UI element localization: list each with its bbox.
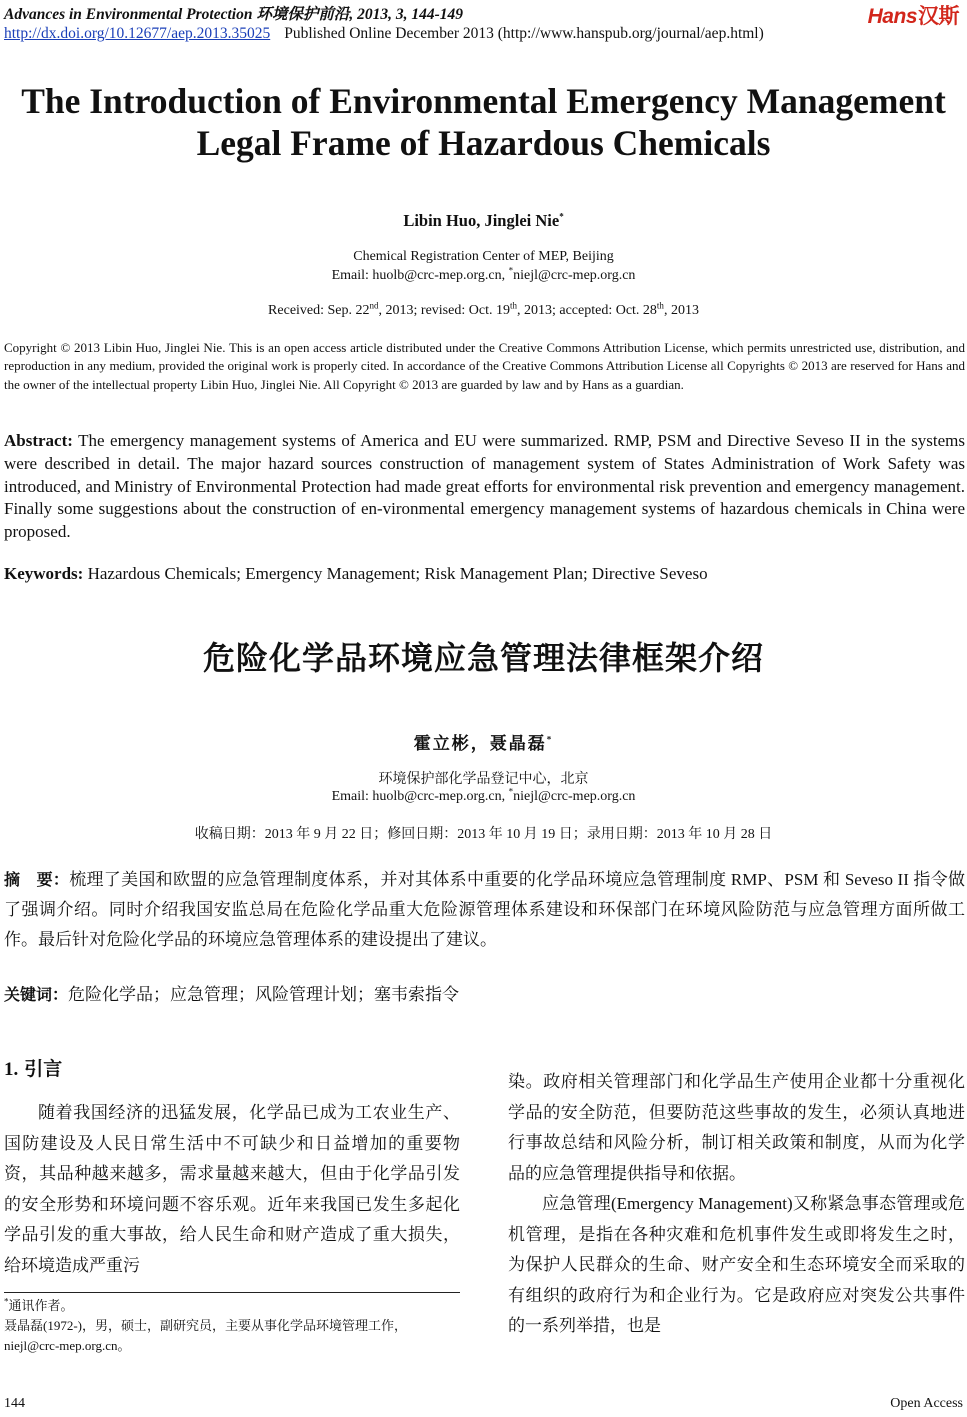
email-cn-prefix: Email: huolb@crc-mep.org.cn, <box>331 789 509 804</box>
email-cn-mark: * <box>508 786 514 797</box>
keywords-label: Keywords: <box>4 564 84 583</box>
email-prefix: Email: huolb@crc-mep.org.cn, <box>331 268 509 283</box>
footnote-mark: * <box>4 1296 9 1307</box>
email-en <box>0 265 967 284</box>
email-cn <box>0 786 967 805</box>
keywords-cn-label: 关键词： <box>4 985 69 1004</box>
revised-date: , 2013; revised: Oct. 19 <box>378 303 510 318</box>
dates-cn: 收稿日期：2013 年 9 月 22 日；修回日期：2013 年 10 月 19 日；录用日期：2013 年 10 月 28 日 <box>194 827 773 842</box>
keywords-cn <box>4 980 965 1005</box>
logo-text-cn: 汉斯 <box>918 5 959 28</box>
affiliation-en: Chemical Registration Center of MEP, Beijing <box>353 249 614 264</box>
revised-sup: th <box>509 300 517 311</box>
body-column-right <box>508 1067 965 1342</box>
page-number: 144 <box>4 1396 25 1411</box>
body-paragraph: 染。政府相关管理部门和化学品生产使用企业都十分重视化学品的安全防范，但要防范这些事故的发生，必须认真地进行事故总结和风险分析，制订相关政策和制度，从而为化学品的应急管理提供指导和依据。 <box>508 1072 965 1183</box>
received-sup: nd <box>369 300 379 311</box>
body-column-left <box>4 1098 460 1281</box>
accepted-sup: th <box>656 300 664 311</box>
keywords-cn-text: 危险化学品；应急管理；风险管理计划；塞韦索指令 <box>68 985 460 1004</box>
accepted-date: , 2013; accepted: Oct. 28 <box>516 303 657 318</box>
journal-header: Advances in Environmental Protection 环境保护前沿, 2013, 3, 144-149 <box>4 6 463 23</box>
section-heading-introduction <box>4 1054 62 1081</box>
abstract-cn-label: 摘 要： <box>4 870 70 889</box>
authors-cn <box>0 729 967 754</box>
footnote-corresponding: 通讯作者。 <box>8 1298 74 1313</box>
title-en-line-2: Legal Frame of Hazardous Chemicals <box>196 123 771 163</box>
authors-en <box>0 211 967 231</box>
email-mark: * <box>508 265 514 276</box>
corresponding-mark-cn: * <box>546 734 554 745</box>
open-access-label: Open Access <box>890 1396 963 1411</box>
published-online-text: Published Online December 2013 (http://www.hanspub.org/journal/aep.html) <box>284 25 764 42</box>
body-paragraph: 应急管理(Emergency Management)又称紧急事态管理或危机管理，是指在各种灾难和危机事件发生或即将发生之时，为保护人民群众的生命、财产安全和生态环境安全而采取的有组织的政府行为和企业行为。它是政府应对突发公共事件的一系列举措，也是 <box>508 1194 965 1335</box>
corresponding-mark: * <box>559 211 564 222</box>
hans-logo <box>868 0 959 30</box>
footnote-line-2: 聂晶磊(1972-)，男，硕士，副研究员，主要从事化学品环境管理工作，niejl@crc-mep.org.cn。 <box>4 1318 407 1353</box>
paper-title-en <box>0 80 967 164</box>
keywords-text: Hazardous Chemicals; Emergency Management; Risk Management Plan; Directive Seveso <box>83 564 708 583</box>
email-cn-second: niejl@crc-mep.org.cn <box>513 789 636 804</box>
logo-text-en: Hans <box>867 5 917 28</box>
abstract-label: Abstract: <box>4 431 73 450</box>
accepted-year: , 2013 <box>663 303 699 318</box>
copyright-notice: Copyright © 2013 Libin Huo, Jinglei Nie. This is an open access article distributed under the Creative Commons Attribution License, which permits unrestricted use, distribution, and reproduction in any medium, provided the original work is properly cited. In accordance of the Creative Commons Attribution License all Copyrights © 2013 are reserved for Hans and the owner of the intellectual property Libin Huo, Jinglei Nie. All Copyright © 2013 are guarded by law and by Hans as a guardian. <box>4 340 965 392</box>
abstract-cn <box>4 865 965 955</box>
affiliation-cn: 环境保护部化学品登记中心，北京 <box>378 772 589 787</box>
section-number: 1. <box>4 1059 19 1080</box>
title-en-line-1: The Introduction of Environmental Emergency Management <box>21 81 946 121</box>
body-paragraph: 随着我国经济的迅猛发展，化学品已成为工农业生产、国防建设及人民日常生活中不可缺少和日益增加的重要物资，其品种越来越多，需求量越来越大，但由于化学品引发的安全形势和环境问题不容乐观。近年来我国已发生多起化学品引发的重大事故，给人民生命和财产造成了重大损失，给环境造成严重污 <box>4 1103 460 1275</box>
footnote-divider <box>4 1292 460 1293</box>
doi-line <box>4 25 764 43</box>
abstract-en <box>4 430 965 544</box>
abstract-text: The emergency management systems of America and EU were summarized. RMP, PSM and Directive Seveso II in the systems were described in detail. The major hazard sources construction of management system of States Administration of Work Safety was introduced, and Ministry of Environmental Protection had made great efforts for environmental risk prevention and emergency management. Finally some suggestions about the construction of en-vironmental emergency management systems of hazardous chemicals in China were proposed. <box>4 431 965 542</box>
email-second: niejl@crc-mep.org.cn <box>513 268 636 283</box>
authors-en-names: Libin Huo, Jinglei Nie <box>403 211 560 230</box>
keywords-en <box>4 564 965 584</box>
paper-title-cn: 危险化学品环境应急管理法律框架介绍 <box>202 639 764 677</box>
authors-cn-names: 霍立彬，聂晶磊 <box>413 734 547 753</box>
footnote-line-1 <box>4 1296 460 1316</box>
footnote <box>4 1296 460 1356</box>
dates-en <box>0 300 967 319</box>
abstract-cn-text: 梳理了美国和欧盟的应急管理制度体系，并对其体系中重要的化学品环境应急管理制度 RMP、PSM 和 Seveso II 指令做了强调介绍。同时介绍我国安监总局在危险化学品重大危险源管理体系建设和环保部门在环境风险防范与应急管理方面所做工作。最后针对危险化学品的环境应急管理体系的建设提出了建议。 <box>4 870 965 949</box>
received-date: Received: Sep. 22 <box>268 303 370 318</box>
section-title: 引言 <box>24 1058 63 1080</box>
doi-link[interactable]: http://dx.doi.org/10.12677/aep.2013.35025 <box>4 25 271 42</box>
